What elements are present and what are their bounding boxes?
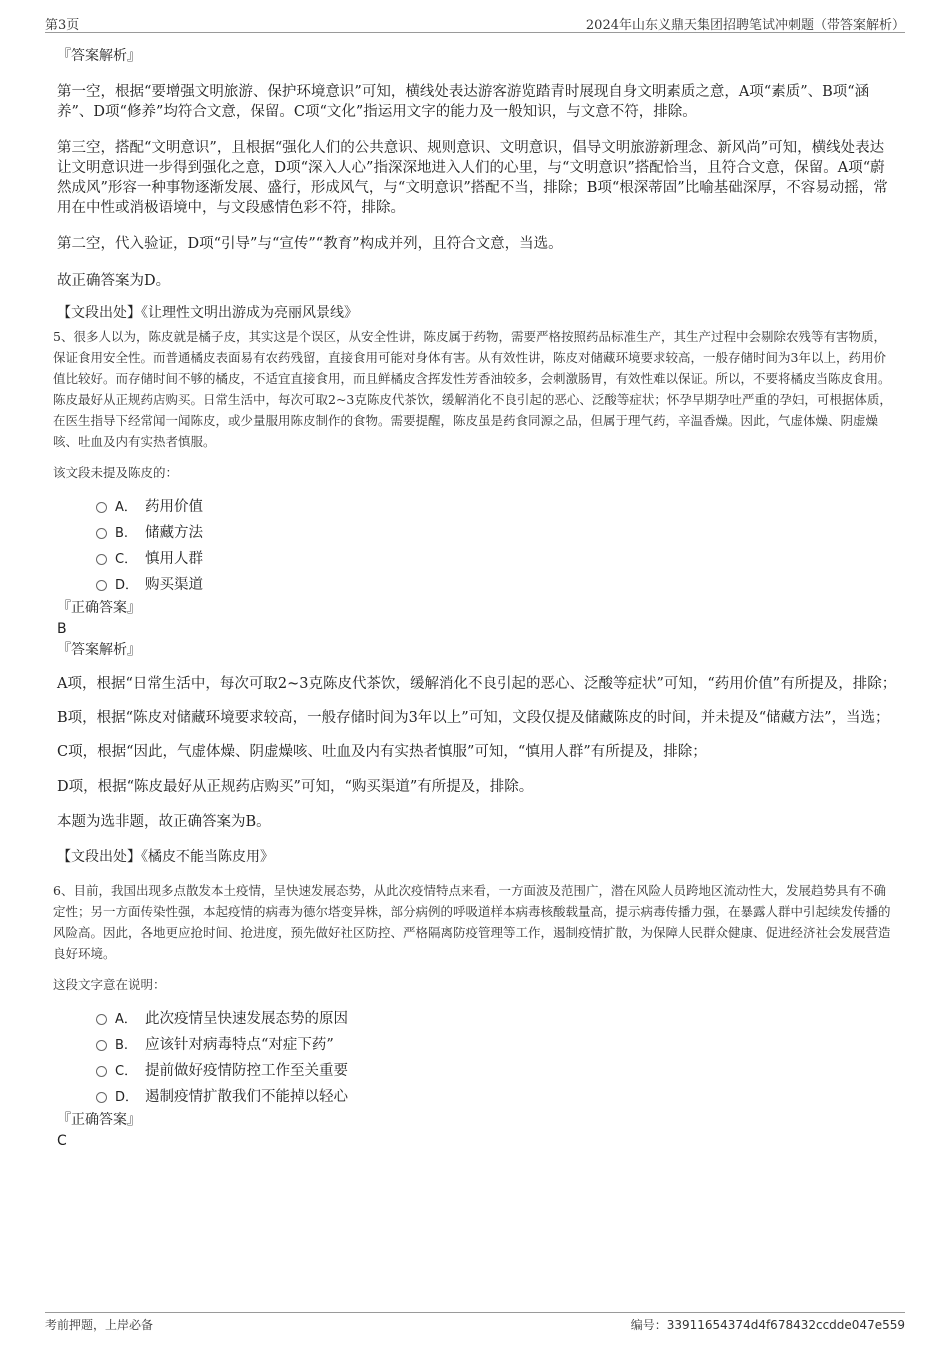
question-5-prompt: 该文段未提及陈皮的： xyxy=(53,465,179,480)
radio-button[interactable] xyxy=(96,1014,107,1025)
option-b[interactable]: B. 储藏方法 xyxy=(57,520,897,546)
analysis-paragraph: 第三空，搭配“文明意识”，且根据“强化人们的公共意识、规则意识、文明意识，倡导文明旅游新理念、新风尚”可知，横线处表达让文明意识进一步得到强化之意，D项“深入人心”指深深地进入人们的心里，与“文明意识”搭配恰当，且符合文意，保留。A项“蔚然成风”形容一种事物逐渐发展、盛行，形成风气，与“文明意识”搭配不当，排除；B项“根深蒂固”比喻基础深厚，不容易动摇，常用在中性或消极语境中，与文段感情色彩不符，排除。 xyxy=(57,140,888,216)
radio-button[interactable] xyxy=(96,1092,107,1103)
correct-answer: B xyxy=(57,621,67,637)
question-5-text: 5、很多人以为，陈皮就是橘子皮，其实这是个误区，从安全性讲，陈皮属于药物，需要严格按照药品标准生产，其生产过程中会剔除农残等有害物质，保证食用安全性。而普通橘皮表面易有农药残留，直接食用可能对身体有害。从有效性讲，陈皮对储藏环境要求较高，一般存储时间为3年以上，药用价值比较好。而存储时间不够的橘皮，不适宜直接食用，而且鲜橘皮含挥发性芳香油较多，会刺激肠胃，有效性难以保证。所以，不要将橘皮当陈皮食用。陈皮最好从正规药店购买。日常生活中，每次可取2~3克陈皮代茶饮，缓解消化不良引起的恶心、泛酸等症状；怀孕早期孕吐严重的孕妇，可根据体质，在医生指导下经常闻一闻陈皮，或少量服用陈皮制作的食物。需要提醒，陈皮虽是药食同源之品，但属于理气药，辛温香燥。因此，气虚体燥、阴虚燥咳、吐血及内有实热者慎服。 xyxy=(53,329,892,449)
radio-button[interactable] xyxy=(96,1066,107,1077)
analysis-paragraph: A项，根据“日常生活中，每次可取2~3克陈皮代茶饮，缓解消化不良引起的恶心、泛酸等症状”可知，“药用价值”有所提及，排除； xyxy=(57,676,897,692)
analysis-paragraph: C项，根据“因此，气虚体燥、阴虚燥咳、吐血及内有实热者慎服”可知，“慎用人群”有所提及，排除； xyxy=(57,744,707,760)
analysis-paragraph: 故正确答案为D。 xyxy=(57,273,171,289)
radio-button[interactable] xyxy=(96,580,107,591)
page-header xyxy=(45,12,905,33)
correct-answer-label: 『正确答案』 xyxy=(57,600,141,616)
radio-button[interactable] xyxy=(96,528,107,539)
analysis-paragraph: D项，根据“陈皮最好从正规药店购买”可知，“购买渠道”有所提及，排除。 xyxy=(57,779,534,795)
question-6-options xyxy=(57,1006,897,1110)
option-c[interactable]: C． 慎用人群 xyxy=(57,546,897,572)
analysis-paragraph: B项，根据“陈皮对储藏环境要求较高，一般存储时间为3年以上”可知，文段仅提及储藏陈皮的时间，并未提及“储藏方法”，当选； xyxy=(57,710,890,726)
radio-button[interactable] xyxy=(96,502,107,513)
analysis-label: 『答案解析』 xyxy=(57,642,141,658)
source-citation: 【文段出处】《让理性文明出游成为亮丽风景线》 xyxy=(57,305,358,321)
page-number: 第3页 xyxy=(45,18,80,33)
page-content xyxy=(53,44,897,1151)
analysis-paragraph: 本题为选非题，故正确答案为B。 xyxy=(57,814,271,830)
analysis-paragraph: 第二空，代入验证，D项“引导”与“宣传”“教育”构成并列，且符合文意，当选。 xyxy=(57,236,563,252)
question-6-prompt: 这段文字意在说明： xyxy=(53,977,166,992)
correct-answer: C xyxy=(57,1133,67,1149)
option-c[interactable]: C． 提前做好疫情防控工作至关重要 xyxy=(57,1058,897,1084)
option-a[interactable]: A． 此次疫情呈快速发展态势的原因 xyxy=(57,1006,897,1032)
page-footer xyxy=(45,1312,905,1333)
document-title: 2024年山东义鼎天集团招聘笔试冲刺题（带答案解析） xyxy=(585,18,905,33)
radio-button[interactable] xyxy=(96,554,107,565)
footer-slogan: 考前押题，上岸必备 xyxy=(45,1318,154,1332)
analysis-paragraph: 第一空，根据“要增强文明旅游、保护环境意识”可知，横线处表达游客游览踏青时展现自身文明素质之意，A项“素质”、B项“涵养”、D项“修养”均符合文意，保留。C项“文化”指运用文字的能力及一般知识，与文意不符，排除。 xyxy=(57,84,870,120)
document-id: 编号：33911654374d4f678432ccdde047e559 xyxy=(630,1318,905,1332)
option-d[interactable]: D． 遏制疫情扩散我们不能掉以轻心 xyxy=(57,1084,897,1110)
radio-button[interactable] xyxy=(96,1040,107,1051)
correct-answer-label: 『正确答案』 xyxy=(57,1112,141,1128)
option-a[interactable]: A． 药用价值 xyxy=(57,494,897,520)
analysis-label: 『答案解析』 xyxy=(57,48,141,64)
question-5-options xyxy=(57,494,897,598)
option-d[interactable]: D． 购买渠道 xyxy=(57,572,897,598)
source-citation: 【文段出处】《橘皮不能当陈皮用》 xyxy=(57,849,274,865)
question-6-text: 6、目前，我国出现多点散发本土疫情，呈快速发展态势，从此次疫情特点来看，一方面波及范围广，潜在风险人员跨地区流动性大，发展趋势具有不确定性；另一方面传染性强，本起疫情的病毒为德尔塔变异株，部分病例的呼吸道样本病毒核酸载量高，提示病毒传播力强，在暴露人群中引起续发传播的风险高。因此，各地更应抢时间、抢进度，预先做好社区防控、严格隔离防疫管理等工作，遏制疫情扩散，为保障人民群众健康、促进经济社会发展营造良好环境。 xyxy=(53,883,891,961)
option-b[interactable]: B. 应该针对病毒特点“对症下药” xyxy=(57,1032,897,1058)
